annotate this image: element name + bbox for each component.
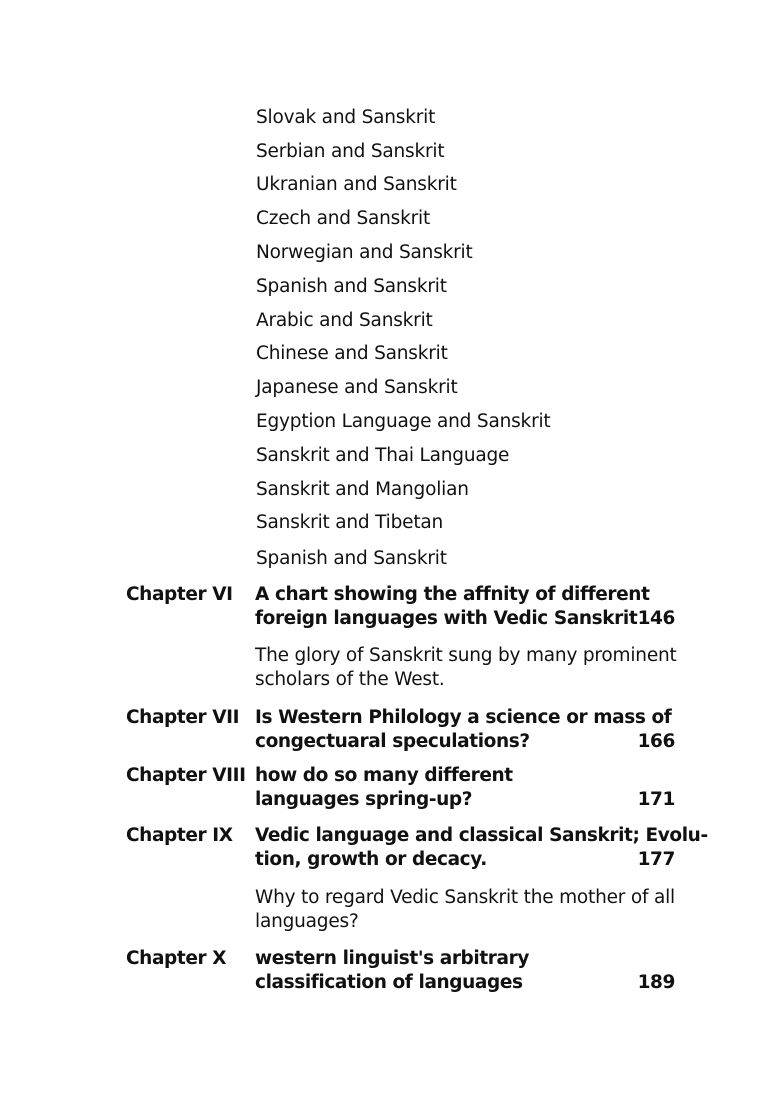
chapter-title xyxy=(255,824,708,872)
chapter-title-line xyxy=(255,971,675,995)
toc-subitem: Czech and Sanskrit xyxy=(256,208,431,229)
page-number: 177 xyxy=(637,849,675,870)
chapter-title-line: Vedic language and classical Sanskrit; Evolu- xyxy=(255,825,708,846)
chapter-note-line: Why to regard Vedic Sanskrit the mother of all xyxy=(255,887,675,908)
toc-subitem: Chinese and Sanskrit xyxy=(256,343,448,364)
chapter-label: Chapter VIII xyxy=(126,765,246,786)
chapter-title xyxy=(255,764,675,812)
toc-subitem: Spanish and Sanskrit xyxy=(256,276,447,297)
toc-subitem: Norwegian and Sanskrit xyxy=(256,242,473,263)
chapter-note-line: scholars of the West. xyxy=(255,669,445,690)
toc-subitem: Egyption Language and Sanskrit xyxy=(256,411,551,432)
page-number: 146 xyxy=(637,608,675,629)
chapter-title-text: languages spring-up? xyxy=(255,789,473,810)
toc-subitem: Sanskrit and Thai Language xyxy=(256,445,510,466)
chapter-title-text: foreign languages with Vedic Sanskrit xyxy=(255,608,638,629)
chapter-title-line: A chart showing the affnity of different xyxy=(255,584,650,605)
chapter-label: Chapter IX xyxy=(126,825,233,846)
toc-subitem: Japanese and Sanskrit xyxy=(256,377,458,398)
chapter-label: Chapter VII xyxy=(126,707,240,728)
page-number: 189 xyxy=(637,972,675,993)
chapter-title-line: Is Western Philology a science or mass of xyxy=(255,707,672,728)
toc-subitem: Serbian and Sanskrit xyxy=(256,141,445,162)
chapter-title-line: western linguist's arbitrary xyxy=(255,948,529,969)
toc-subitem: Ukranian and Sanskrit xyxy=(256,174,457,195)
chapter-title-text: classification of languages xyxy=(255,972,523,993)
chapter-title-line xyxy=(255,730,675,754)
chapter-note xyxy=(255,886,680,934)
chapter-title-text: congectuaral speculations? xyxy=(255,731,530,752)
chapter-title-line xyxy=(255,788,675,812)
chapter-title-line xyxy=(255,607,675,631)
chapter-note-line: languages? xyxy=(255,911,359,932)
toc-subitem: Sanskrit and Mangolian xyxy=(256,479,469,500)
page-number: 166 xyxy=(637,731,675,752)
chapter-note-line: The glory of Sanskrit sung by many prominent xyxy=(255,645,677,666)
page-number: 171 xyxy=(637,789,675,810)
chapter-note xyxy=(255,644,680,692)
chapter-title-text: tion, growth or decacy. xyxy=(255,849,487,870)
chapter-title-line: how do so many different xyxy=(255,765,513,786)
chapter-title xyxy=(255,947,675,995)
chapter-title xyxy=(255,583,675,631)
chapter-title-line xyxy=(255,848,675,872)
chapter-label: Chapter VI xyxy=(126,584,233,605)
toc-subitem: Slovak and Sanskrit xyxy=(256,107,436,128)
chapter-title xyxy=(255,706,675,754)
toc-subitem: Sanskrit and Tibetan xyxy=(256,512,444,533)
toc-subitem: Arabic and Sanskrit xyxy=(256,310,433,331)
toc-subitem: Spanish and Sanskrit xyxy=(256,548,447,569)
chapter-label: Chapter X xyxy=(126,948,227,969)
